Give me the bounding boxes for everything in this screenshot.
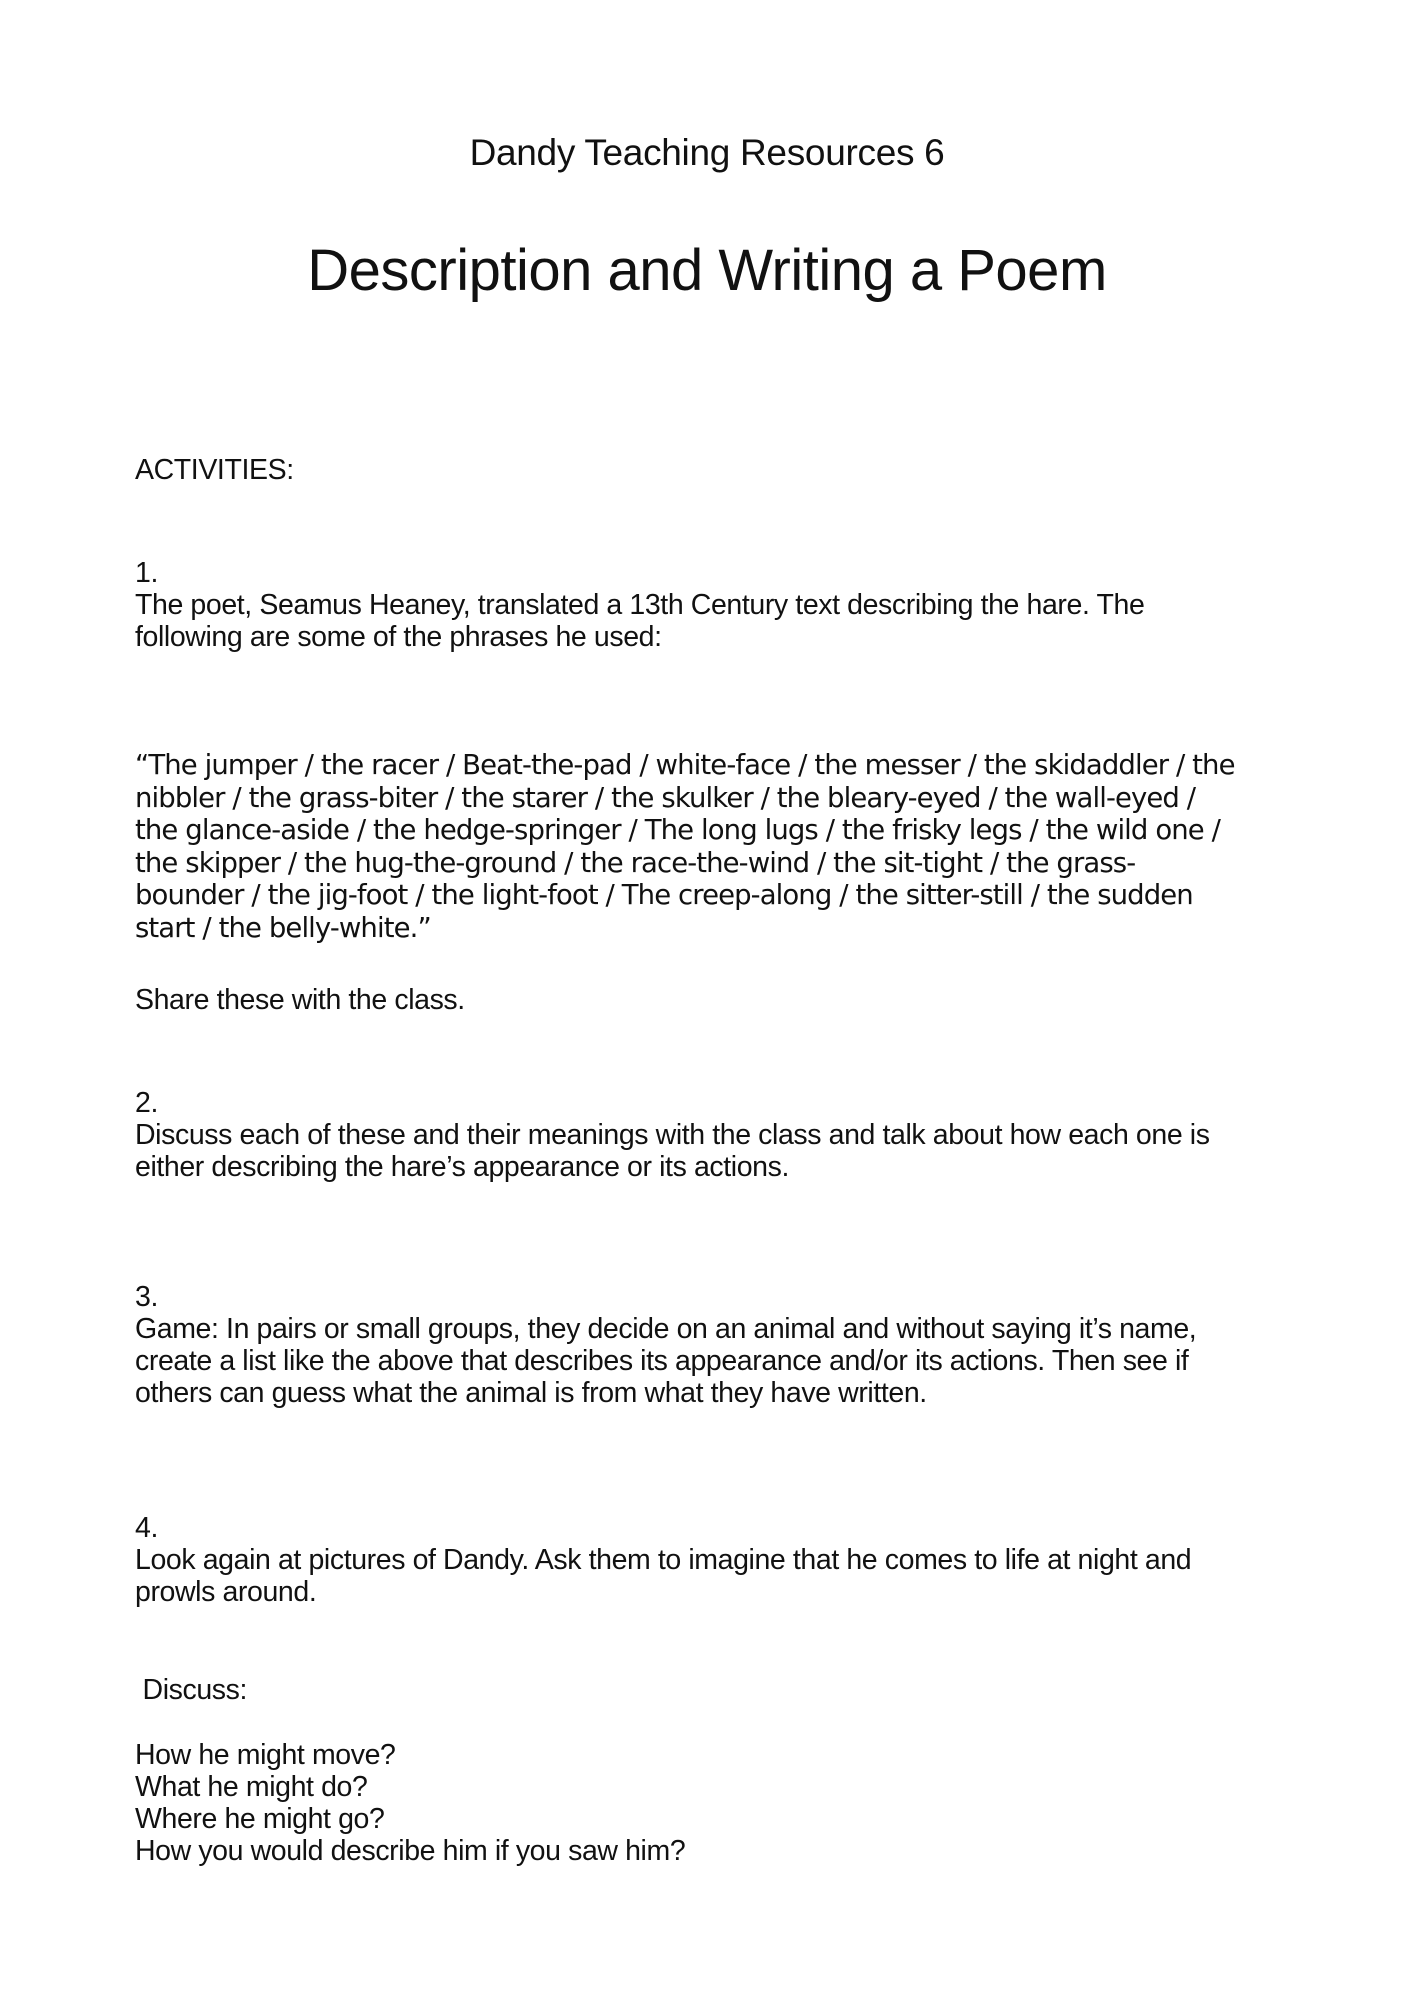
question-item: How you would describe him if you saw him? [135, 1835, 686, 1867]
activity-1-number: 1. [135, 557, 158, 589]
activity-3-text: Game: In pairs or small groups, they decide on an animal and without saying it’s name, create a list like the above that describes its appearance and/or its actions. Then see if others can guess what the animal is from what they have written. [135, 1313, 1197, 1409]
document-header: Dandy Teaching Resources 6 [469, 132, 945, 173]
activity-2-number: 2. [135, 1087, 158, 1119]
activity-3-number: 3. [135, 1281, 158, 1313]
activity-4-text: Look again at pictures of Dandy. Ask them to imagine that he comes to life at night and prowls around. [135, 1544, 1192, 1608]
activities-label: ACTIVITIES: [135, 454, 294, 486]
activity-4-number: 4. [135, 1512, 158, 1544]
discuss-label: Discuss: [135, 1674, 248, 1706]
question-item: What he might do? [135, 1771, 368, 1803]
question-item: How he might move? [135, 1739, 396, 1771]
question-item: Where he might go? [135, 1803, 385, 1835]
hare-phrases-quote: “The jumper / the racer / Beat-the-pad / white-face / the messer / the skidaddler / the nibbler / the grass-biter / the starer / the skulker / the bleary-eyed / the wall-eyed / the glance-aside / the hedge-springer / The long lugs / the frisky legs / the wild one / the skipper / the hug-the-ground / the race-the-wind / the sit-tight / the grass- bounder / the jig-foot / the light-foot / The creep-along / the sitter-still / the sudden start / the belly-white.” [135, 749, 1235, 944]
activity-1-text: The poet, Seamus Heaney, translated a 13th Century text describing the hare. The following are some of the phrases he used: [135, 589, 1145, 653]
document-title: Description and Writing a Poem [307, 238, 1107, 303]
activity-2-text: Discuss each of these and their meanings with the class and talk about how each one is either describing the hare’s appearance or its actions. [135, 1119, 1210, 1183]
discussion-questions [135, 1739, 1285, 1867]
activity-1-followup: Share these with the class. [135, 984, 465, 1016]
